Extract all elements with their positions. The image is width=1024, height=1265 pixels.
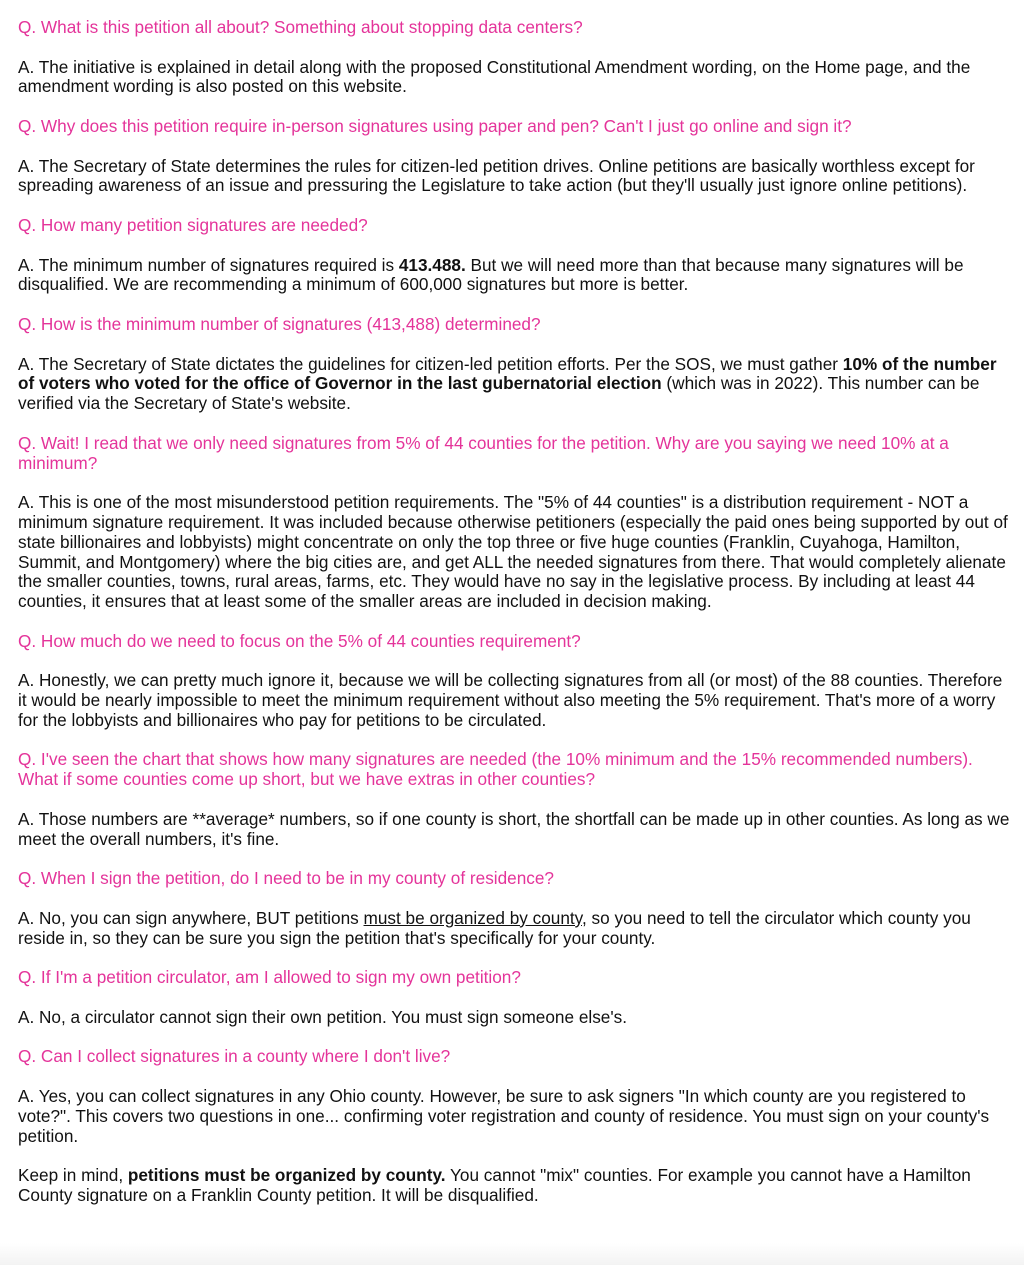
faq-answer: A. The initiative is explained in detail along with the proposed Constitutional Amendment wording, on the Home page, and the amendment wording is also posted on this website. [18, 56, 971, 97]
answer-text: , so you need to tell the circulator which county you reside in, so they can be sure you sign the petition that's specifically for your county. [18, 907, 971, 948]
answer-text: A. The minimum number of signatures required is [18, 254, 399, 275]
faq-answer: A. This is one of the most misunderstood petition requirements. The "5% of 44 counties" is a distribution requirement - NOT a minimum signature requirement. It was included because otherwise petitioners (especially the paid ones being supported by out of state billionaires and lobbyists) might concentrate on only the top three or five huge counties (Franklin, Cuyahoga, Hamilton, Summit, and Montgomery) where the big cities are, and get ALL the needed signatures from there. That would completely alienate the smaller counties, towns, rural areas, farms, etc. They would have no say in the legislative process. By including at least 44 counties, it ensures that at least some of the smaller areas are included in decision making. [18, 492, 1008, 612]
faq-answer: A. Those numbers are **average* numbers, so if one county is short, the shortfall can be made up in other counties. As long as we meet the overall numbers, it's fine. [18, 808, 1010, 849]
bottom-shade [0, 1243, 1024, 1265]
faq-answer [18, 909, 1010, 949]
answer-text: (which was in 2022). This number can be verified via the Secretary of State's website. [18, 373, 980, 414]
faq-question: Q. How many petition signatures are needed? [18, 214, 368, 235]
answer-bold-text: 413.488. [398, 254, 466, 275]
faq-answer [18, 355, 1010, 414]
note-text: Keep in mind, [18, 1165, 128, 1186]
answer-bold-text: 10% of the number of voters who voted for the office of Governor in the last gubernatorial election [18, 353, 997, 394]
closing-note [18, 1166, 1010, 1206]
faq-question: Q. How much do we need to focus on the 5% of 44 counties requirement? [18, 630, 581, 651]
faq-answer: A. Yes, you can collect signatures in any Ohio county. However, be sure to ask signers "In which county are you registered to vote?". This covers two questions in one... confirming voter registration and county of residence. You must sign on your county's petition. [18, 1086, 990, 1146]
faq-question: Q. Can I collect signatures in a county where I don't live? [18, 1046, 451, 1067]
faq-question: Q. What is this petition all about? Something about stopping data centers? [18, 17, 583, 37]
faq-question: Q. When I sign the petition, do I need to be in my county of residence? [18, 868, 554, 889]
answer-text: But we will need more than that because many signatures will be disqualified. We are recommending a minimum of 600,000 signatures but more is better. [18, 254, 964, 295]
faq-question: Q. Wait! I read that we only need signatures from 5% of 44 counties for the petition. Why are you saying we need 10% at a minimum? [18, 432, 949, 473]
answer-text: A. No, you can sign anywhere, BUT petitions [18, 907, 364, 928]
faq-question: Q. How is the minimum number of signatures (413,488) determined? [18, 313, 541, 334]
faq-question: Q. If I'm a petition circulator, am I allowed to sign my own petition? [18, 967, 521, 988]
answer-underlined-text: must be organized by county [363, 907, 582, 928]
answer-text: A. The Secretary of State dictates the guidelines for citizen-led petition efforts. Per the SOS, we must gather [18, 353, 843, 374]
faq-answer: A. The Secretary of State determines the rules for citizen-led petition drives. Online petitions are basically worthless except for spreading awareness of an issue and pressuring the Legislature to take action (but they'll usually just ignore online petitions). [18, 155, 975, 196]
faq-question: Q. Why does this petition require in-person signatures using paper and pen? Can't I just go online and sign it? [18, 115, 852, 136]
note-text: You cannot "mix" counties. For example you cannot have a Hamilton County signature on a Franklin County petition. It will be disqualified. [18, 1165, 971, 1206]
faq-answer: A. No, a circulator cannot sign their own petition. You must sign someone else's. [18, 1006, 627, 1027]
note-bold-text: petitions must be organized by county. [127, 1165, 446, 1186]
faq-answer: A. Honestly, we can pretty much ignore it, because we will be collecting signatures from all (or most) of the 88 counties. Therefore it would be nearly impossible to meet the minimum requirement without also meeting the 5% requirement. That's more of a worry for the lobbyists and billionaires who pay for petitions to be circulated. [18, 670, 1003, 730]
faq-document [18, 18, 1010, 1226]
faq-answer [18, 256, 1010, 296]
faq-question: Q. I've seen the chart that shows how many signatures are needed (the 10% minimum and the 15% recommended numbers). What if some counties come up short, but we have extras in other counties? [18, 749, 973, 790]
